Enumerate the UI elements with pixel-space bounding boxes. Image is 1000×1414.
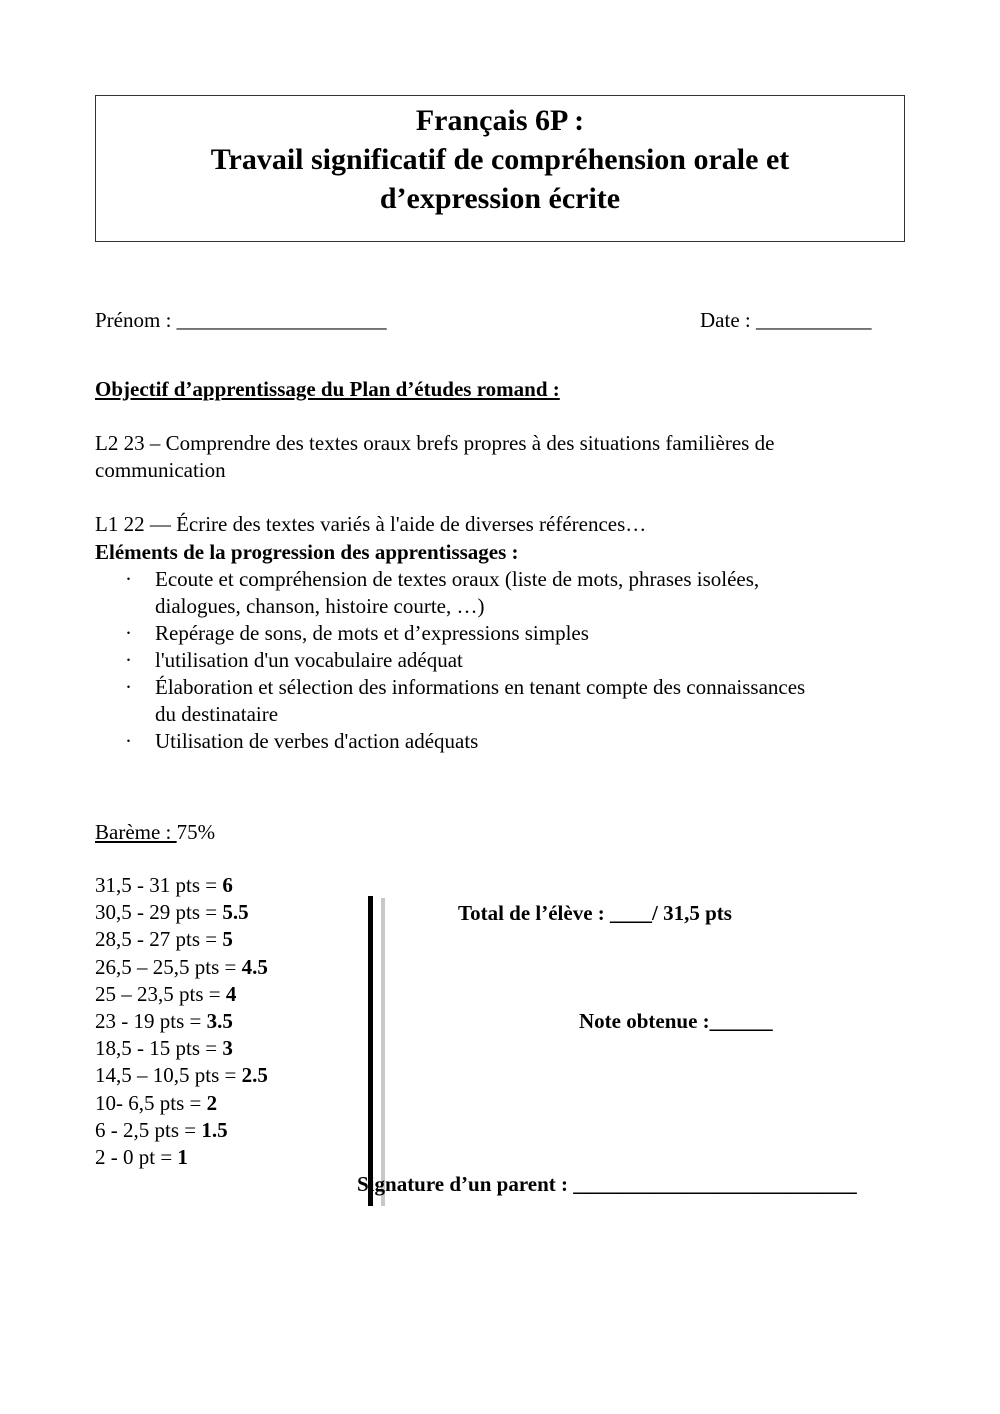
scale-grade: 4	[225, 981, 237, 1006]
progression-item	[95, 620, 915, 647]
progression-item	[95, 674, 915, 728]
progression-item-line: Repérage de sons, de mots et d’expressions simples	[155, 621, 589, 645]
divider-line-shadow	[381, 898, 385, 1206]
progression-heading: Eléments de la progression des apprentissages :	[95, 540, 519, 564]
bareme-value: 75%	[176, 820, 216, 844]
scale-row	[95, 926, 268, 953]
objective-heading: Objectif d’apprentissage du Plan d’études romand :	[95, 377, 560, 401]
scale-row	[95, 872, 268, 899]
scale-grade: 3.5	[206, 1009, 233, 1034]
scale-range: 26,5 – 25,5 pts =	[95, 954, 242, 979]
bullet-icon: ·	[125, 675, 132, 699]
progression-item-line: Élaboration et sélection des informations en tenant compte des connaissances	[155, 675, 806, 699]
scale-row	[95, 899, 268, 926]
objective-l2-line2: communication	[95, 458, 226, 482]
progression-item	[95, 566, 915, 620]
progression-item	[95, 647, 915, 674]
progression-item-line: du destinataire	[155, 702, 279, 726]
date-field[interactable]: Date : ___________	[700, 308, 872, 332]
progression-item	[95, 728, 915, 755]
scale-range: 23 - 19 pts =	[95, 1009, 207, 1034]
scale-row	[95, 1117, 268, 1144]
progression-item-line: Utilisation de verbes d'action adéquats	[155, 729, 479, 753]
grading-scale	[95, 872, 268, 1171]
bullet-icon: ·	[125, 621, 132, 645]
scale-row	[95, 981, 268, 1008]
scale-range: 25 – 23,5 pts =	[95, 981, 226, 1006]
scale-range: 28,5 - 27 pts =	[95, 927, 223, 952]
scale-row	[95, 1144, 268, 1171]
objective-l2-line1: L2 23 – Comprendre des textes oraux brefs propres à des situations familières de	[95, 431, 775, 455]
scale-range: 18,5 - 15 pts =	[95, 1036, 223, 1061]
scale-range: 6 - 2,5 pts =	[95, 1117, 202, 1142]
progression-item-line: dialogues, chanson, histoire courte, …)	[155, 594, 485, 618]
signature-field[interactable]: Signature d’un parent : ___________________________	[357, 1172, 857, 1196]
scale-grade: 5	[222, 927, 233, 952]
scale-row	[95, 1062, 268, 1089]
scale-row	[95, 1090, 268, 1117]
title-box	[95, 95, 905, 242]
scale-row	[95, 1008, 268, 1035]
bullet-icon: ·	[125, 567, 132, 591]
total-field[interactable]: Total de l’élève : ____/ 31,5 pts	[458, 901, 732, 925]
scale-range: 30,5 - 29 pts =	[95, 900, 223, 925]
scale-grade: 2.5	[241, 1063, 268, 1088]
scale-range: 10- 6,5 pts =	[95, 1090, 207, 1115]
title-line-1: Français 6P :	[415, 104, 585, 137]
bareme-label: Barème :	[95, 820, 177, 844]
scale-row	[95, 1035, 268, 1062]
bareme-line	[95, 819, 215, 845]
scale-range: 2 - 0 pt =	[95, 1145, 178, 1170]
progression-item-line: Ecoute et compréhension de textes oraux (liste de mots, phrases isolées,	[155, 567, 760, 591]
scale-grade: 1	[177, 1145, 188, 1170]
objective-l1: L1 22 — Écrire des textes variés à l'aide de diverses références…	[95, 512, 647, 536]
progression-list	[95, 566, 915, 755]
prenom-field[interactable]: Prénom : ____________________	[95, 308, 387, 332]
scale-grade: 4.5	[241, 954, 268, 979]
divider-line	[368, 896, 373, 1206]
note-field[interactable]: Note obtenue :______	[579, 1009, 773, 1033]
scale-grade: 5.5	[222, 900, 249, 925]
scale-range: 14,5 – 10,5 pts =	[95, 1063, 242, 1088]
scale-grade: 3	[222, 1036, 233, 1061]
progression-item-line: l'utilisation d'un vocabulaire adéquat	[155, 648, 463, 672]
scale-grade: 1.5	[201, 1117, 228, 1142]
scale-row	[95, 954, 268, 981]
scale-grade: 6	[222, 873, 233, 897]
scale-range: 31,5 - 31 pts =	[95, 873, 223, 897]
title-line-2: Travail significatif de compréhension orale et	[210, 143, 790, 176]
bullet-icon: ·	[125, 648, 132, 672]
title-line-3: d’expression écrite	[379, 182, 621, 215]
scale-grade: 2	[206, 1090, 218, 1115]
bullet-icon: ·	[125, 729, 132, 753]
